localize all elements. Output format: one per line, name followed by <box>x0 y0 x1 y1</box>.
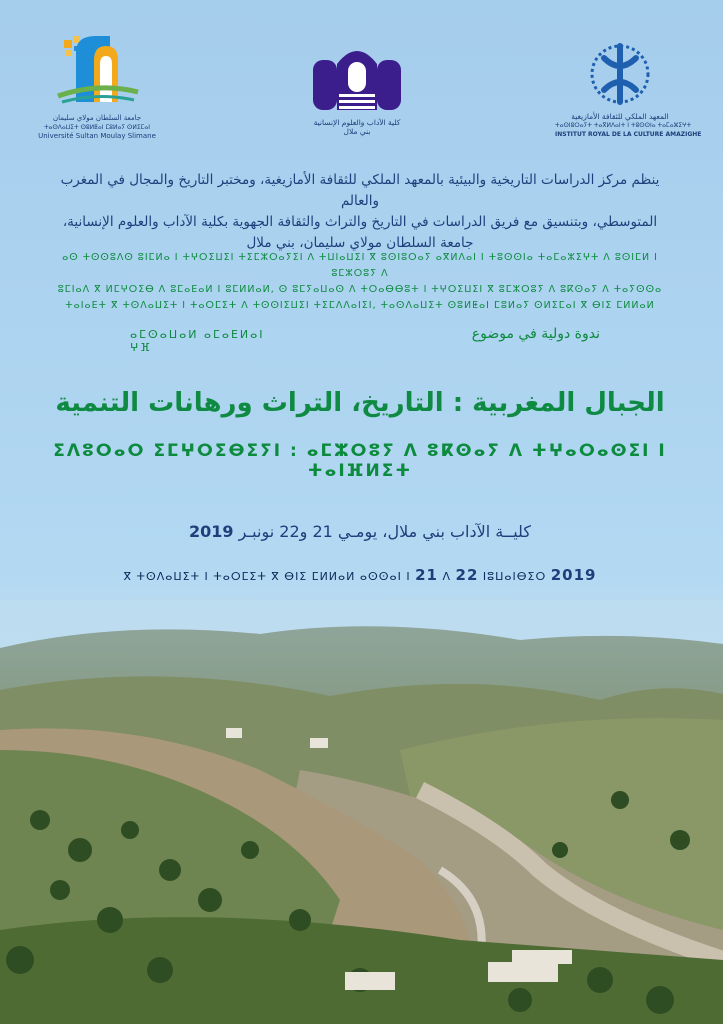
topic-tifinagh: ⴰⵎⵙⴰⵡⴰⵍ ⴰⵎⴰⴹⵍⴰⵏ ⵖⴼ <box>130 328 265 354</box>
venue-tif-day2: 22 <box>455 566 479 584</box>
intro-tif-line-3: ⵜⴰⵏⴰⴹⵜ ⴳ ⵜⵙⴷⴰⵡⵉⵜ ⵏ ⵜⴰⵔⵎⵉⵜ ⴷ ⵜⵙⵙⵏⵉⵡⵉⵏ ⵜⵉⵎⴷⴷⴰⵏⵉⵏ, ⵜⴰⵙⴷⴰⵡⵉⵜ ⵙⵓⵍⵟⴰⵏ ⵎⵓⵍⴰⵢ ⵙⵍⵉⵎⴰⵏ ⴳ ⴱⵏⵉ ⵎⵍⵍⴰⵍ <box>65 300 655 311</box>
faculty-logo <box>298 44 416 136</box>
intro-arabic <box>45 170 675 254</box>
venue-tif-conj: ⴷ <box>442 570 452 583</box>
ircam-logo <box>555 38 702 139</box>
venue-tif-year: 2019 <box>550 566 597 584</box>
intro-ar-line-3: جامعة السلطان مولاي سليمان، بني ملال <box>246 235 474 251</box>
ircam-name-ar: المعهد الملكي للثقافة الأمازيغية <box>571 112 669 121</box>
faculty-city: بني ملال <box>343 127 371 136</box>
venue-tif-month: ⵏⵓⵡⴰⵏⴱⵉⵔ <box>482 570 547 583</box>
title-arabic: الجبال المغربية : التاريخ، التراث ورهانات التنمية <box>55 388 665 418</box>
title-tifinagh: ⵉⴷⵓⵔⴰⵔ ⵉⵎⵖⵔⵉⴱⵉⵢⵏ : ⴰⵎⵣⵔⵓⵢ ⴷ ⵓⴽⵙⴰⵢ ⴷ ⵜⵖⴰⵔⴰⵙⵉⵏ ⵏ ⵜⴰⵏⴼⵍⵉⵜ <box>53 441 667 481</box>
ircam-yaz-icon <box>580 38 660 108</box>
university-emblem-icon <box>38 30 156 110</box>
venue-arabic <box>45 522 675 541</box>
intro-ar-line-1: ينظم مركز الدراسات التاريخية والبيئية بالمعهد الملكي للثقافة الأمازيغية، ومختبر التاريخ والمجال في المغرب والعالم <box>60 172 660 209</box>
faculty-name: كلية الآداب والعلوم الإنسانية <box>313 118 401 127</box>
venue-tifinagh <box>45 566 675 584</box>
venue-ar-year: 2019 <box>189 522 234 541</box>
venue-tif-pre: ⴳ ⵜⵙⴷⴰⵡⵉⵜ ⵏ ⵜⴰⵔⵎⵉⵜ ⴳ ⴱⵏⵉ ⵎⵍⵍⴰⵍ ⴰⵙⵙⴰⵏ ⵏ <box>123 570 411 583</box>
university-name-ar: جامعة السلطان مولاي سليمان <box>52 114 142 122</box>
ircam-name-fr: INSTITUT ROYAL DE LA CULTURE AMAZIGHE <box>555 131 702 138</box>
faculty-arches-icon <box>307 44 407 114</box>
venue-tif-day1: 21 <box>415 566 438 584</box>
mountain-landscape-photo <box>0 600 723 1024</box>
university-name-tif: ⵜⴰⵙⴷⴰⵡⵉⵜ ⵙⵓⵍⵟⴰⵏ ⵎⵓⵍⴰⵢ ⵙⵍⵉⵎⴰⵏ <box>43 124 151 131</box>
university-logo <box>38 30 156 141</box>
intro-tif-line-2: ⵓⵎⵏⴰⴷ ⴳ ⵍⵎⵖⵔⵉⴱ ⴷ ⵓⵎⴰⴹⴰⵍ ⵏ ⵓⵎⵍⵍⴰⵍ, ⵙ ⵓⵎⵢⴰⵡⴰⵙ ⴷ ⵜⵔⴰⴱⴱⵓⵜ ⵏ ⵜⵖⵔⵉⵡⵉⵏ ⴳ ⵓⵎⵣⵔⵓⵢ ⴷ ⵓⴽⵙⴰⵢ ⴷ ⵜⴰⵢⵙⵙⴰ <box>57 284 663 295</box>
intro-ar-line-2: المتوسطي، وبتنسيق مع فريق الدراسات في التاريخ والتراث والثقافة الجهوية بكلية الآداب والعلوم الإنسانية، <box>62 214 658 230</box>
intro-tif-line-1: ⴰⵙ ⵜⵙⵙⵓⴷⵙ ⵓⵏⵎⵍⴰ ⵏ ⵜⵖⵔⵉⵡⵉⵏ ⵜⵉⵎⵣⵔⴰⵢⵉⵏ ⴷ ⵜⵡⵏⴰⵡⵉⵏ ⴳ ⵓⵙⵏⵓⵔⴰⵢ ⴰⴳⵍⴷⴰⵏ ⵏ ⵜⵓⵙⵙⵏⴰ ⵜⴰⵎⴰⵣⵉⵖⵜ ⴷ ⵓⵙⵏⵎⵍ ⵏ ⵓⵎⵣⵔⵓⵢ ⴷ <box>62 252 658 279</box>
venue-ar-text: كليــة الآداب بني ملال، يومـي 21 و22 نونبـر <box>238 522 531 541</box>
university-name-fr: Université Sultan Moulay Slimane <box>38 132 156 140</box>
topic-arabic: ندوة دولية في موضوع <box>471 326 600 342</box>
intro-tifinagh <box>45 250 675 314</box>
ircam-name-tif: ⵜⴰⵙⵏⵓⵔⴰⵢⵜ ⵜⴰⴳⵍⴷⴰⵏⵜ ⵏ ⵜⵓⵙⵙⵏⴰ ⵜⴰⵎⴰⵣⵉⵖⵜ <box>555 122 692 129</box>
